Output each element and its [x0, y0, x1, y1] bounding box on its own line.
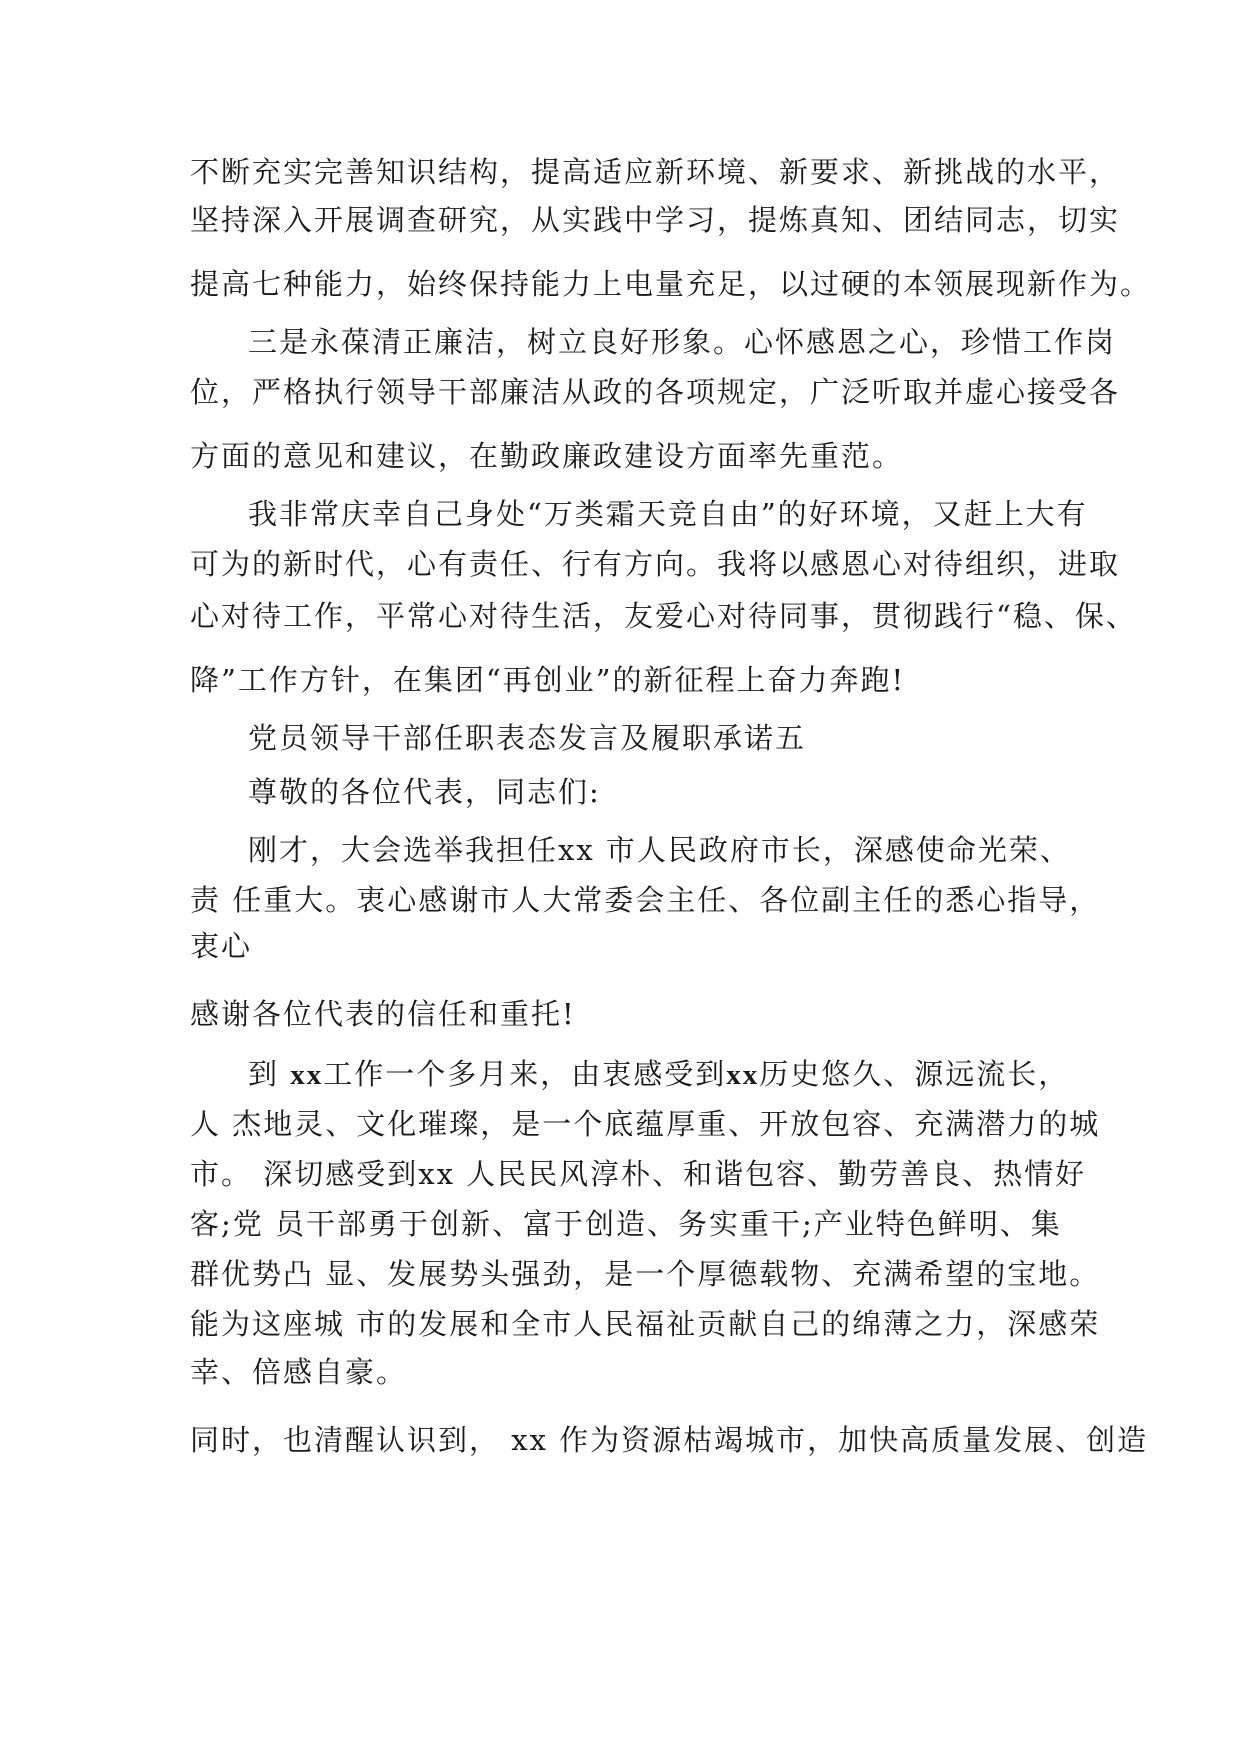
body-text-line: 心对待工作，平常心对待生活，友爱心对待同事，贯彻践行“稳、保、 [190, 599, 1137, 633]
line-prefix: 到 [248, 1057, 280, 1091]
body-text-line: 可为的新时代，心有责任、行有方向。我将以感恩心对待组织，进取 [190, 547, 1121, 581]
placeholder-bold: xx [726, 1059, 760, 1091]
body-text-line: 方面的意见和建议，在勤政廉政建设方面率先重范。 [190, 439, 904, 473]
body-text-line: 降”工作方针，在集团“再创业”的新征程上奋力奔跑! [190, 663, 906, 697]
body-text-line: 市。 深切感受到xx 人民民风淳朴、和谐包容、勤劳善良、热情好 [190, 1157, 1087, 1191]
body-text-line: 位，严格执行领导干部廉洁从政的各项规定，广泛听取并虚心接受各 [190, 375, 1121, 409]
body-text-line: 感谢各位代表的信任和重托! [190, 997, 576, 1031]
salutation: 尊敬的各位代表，同志们: [248, 775, 601, 809]
body-text-line: 衷心 [190, 929, 253, 963]
paragraph-start-line: 刚才，大会选举我担任xx 市人民政府市长，深感使命光荣、 [248, 833, 1071, 867]
section-heading: 党员领导干部任职表态发言及履职承诺五 [248, 721, 807, 755]
paragraph-start-line: 三是永葆清正廉洁，树立良好形象。心怀感恩之心，珍惜工作岗 [248, 325, 1117, 359]
line-segment: 历史悠久、源远流长， [759, 1057, 1070, 1091]
body-text-line: 同时，也清醒认识到， xx 作为资源枯竭城市，加快高质量发展、创造 [190, 1423, 1149, 1457]
body-text-line: 坚持深入开展调查研究，从实践中学习，提炼真知、团结同志，切实 [190, 203, 1121, 237]
paragraph-start-line [248, 1054, 1118, 1095]
body-text-line: 能为这座城 市的发展和全市人民福祉贡献自己的绵薄之力，深感荣 [190, 1307, 1101, 1341]
body-text-line: 不断充实完善知识结构，提高适应新环境、新要求、新挑战的水平， [190, 155, 1121, 189]
body-text-line: 群优势凸 显、发展势头强劲，是一个厚德载物、充满希望的宝地。 [190, 1257, 1101, 1291]
body-text-line: 提高七种能力，始终保持能力上电量充足，以过硬的本领展现新作为。 [190, 267, 1152, 301]
body-text-line: 幸、倍感自豪。 [190, 1355, 408, 1389]
paragraph-start-line: 我非常庆幸自己身处“万类霜天竞自由”的好环境，又赶上大有 [248, 497, 1088, 531]
line-segment: 工作一个多月来，由衷感受到 [323, 1057, 727, 1091]
placeholder-bold: xx [290, 1059, 324, 1091]
body-text-line: 人 杰地灵、文化璀璨，是一个底蕴厚重、开放包容、充满潜力的城 [190, 1107, 1101, 1141]
body-text-line: 客;党 员干部勇于创新、富于创造、务实重干;产业特色鲜明、集 [190, 1207, 1062, 1241]
body-text-line: 责 任重大。衷心感谢市人大常委会主任、各位副主任的悉心指导， [190, 883, 1101, 917]
